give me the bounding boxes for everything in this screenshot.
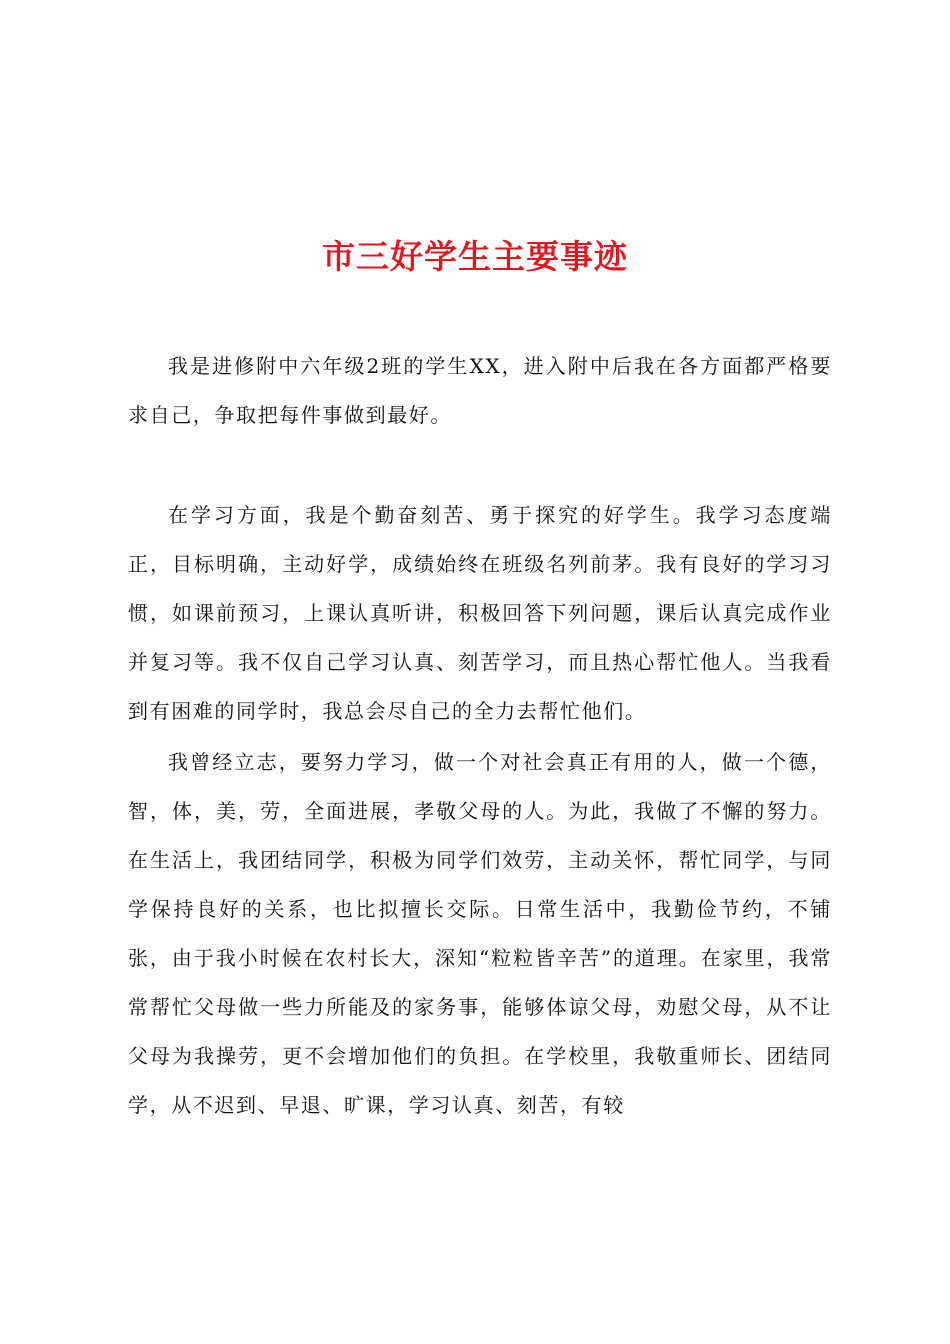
paragraph-intro: 我是进修附中六年级2班的学生XX，进入附中后我在各方面都严格要求自己，争取把每件事做到最好。 (128, 354, 832, 427)
page-title: 市三好学生主要事迹 (322, 237, 628, 277)
paragraph-life: 我曾经立志，要努力学习，做一个对社会真正有用的人，做一个德，智，体，美，劳，全面进展，孝敬父母的人。为此，我做了不懈的努力。在生活上，我团结同学，积极为同学们效劳，主动关怀，帮忙同学，与同学保持良好的关系，也比拟擅长交际。日常生活中，我勤俭节约，不铺张，由于我小时候在农村长大，深知“粒粒皆辛苦”的道理。在家里，我常常帮忙父母做一些力所能及的家务事，能够体谅父母，劝慰父母，从不让父母为我操劳，更不会增加他们的负担。在学校里，我敬重师长、团结同学，从不迟到、早退、旷课，学习认真、刻苦，有较 (128, 750, 832, 1117)
paragraph-study: 在学习方面，我是个勤奋刻苦、勇于探究的好学生。我学习态度端正，目标明确，主动好学，成绩始终在班级名列前茅。我有良好的学习习惯，如课前预习，上课认真听讲，积极回答下列问题，课后认真完成作业并复习等。我不仅自己学习认真、刻苦学习，而且热心帮忙他人。当我看到有困难的同学时，我总会尽自己的全力去帮忙他们。 (128, 503, 832, 723)
